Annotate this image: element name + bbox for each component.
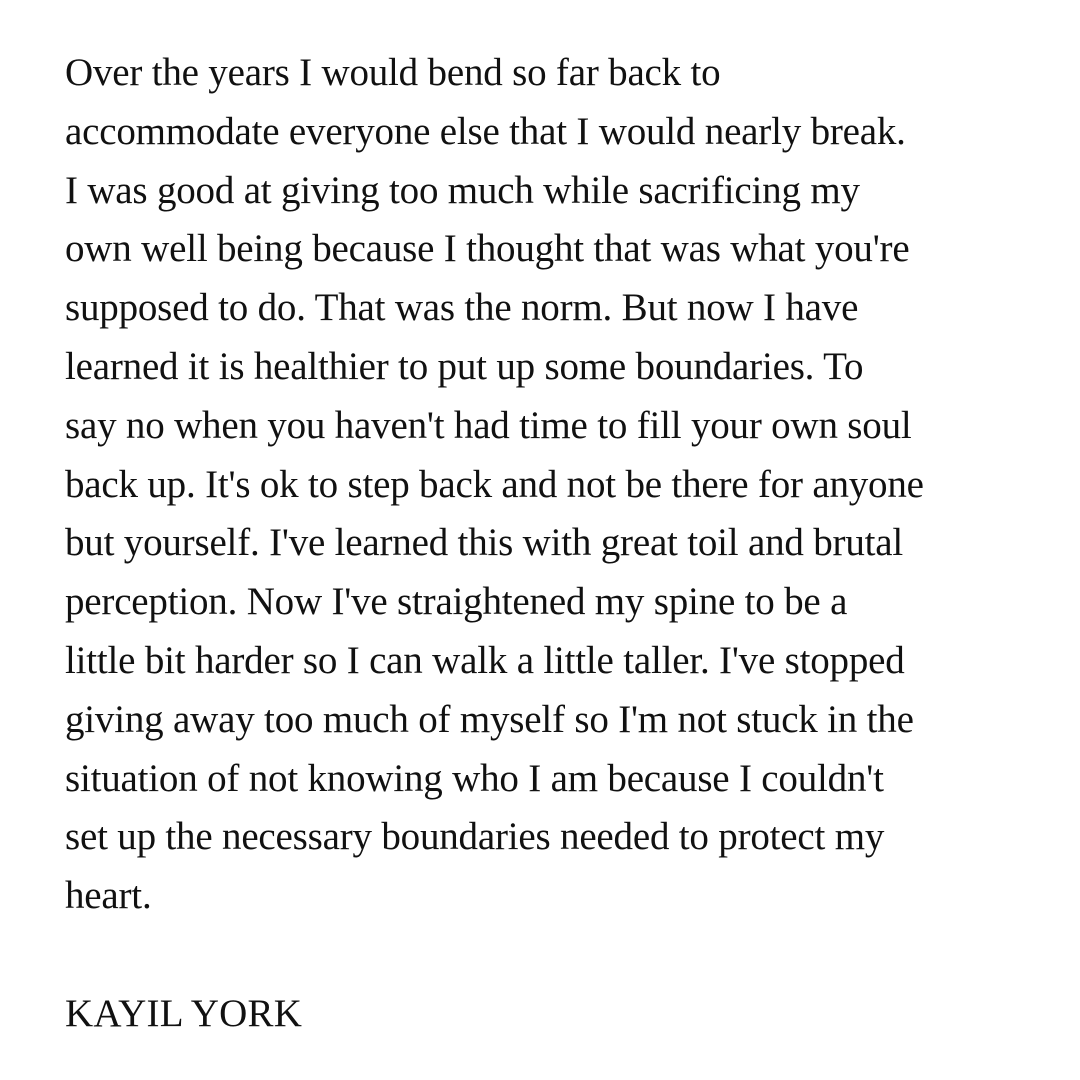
poem-text bbox=[65, 44, 1065, 926]
poem-line: I was good at giving too much while sacrificing my bbox=[65, 168, 860, 212]
author-signature: KAYIL YORK bbox=[65, 992, 303, 1035]
poem-line: supposed to do. That was the norm. But now I have bbox=[65, 286, 859, 330]
poem-line: learned it is healthier to put up some boundaries. To bbox=[65, 344, 864, 388]
poem-line: own well being because I thought that was what you're bbox=[65, 227, 910, 271]
poem-line: situation of not knowing who I am because I couldn't bbox=[65, 756, 884, 800]
poem-line: say no when you haven't had time to fill your own soul bbox=[65, 403, 912, 447]
poem-line: giving away too much of myself so I'm not stuck in the bbox=[65, 697, 914, 741]
poem-line: but yourself. I've learned this with great toil and brutal bbox=[65, 521, 904, 565]
poem-line: back up. It's ok to step back and not be there for anyone bbox=[65, 462, 924, 506]
poem-line: set up the necessary boundaries needed to protect my bbox=[65, 815, 885, 859]
poem-line: little bit harder so I can walk a little taller. I've stopped bbox=[65, 638, 905, 682]
poem-line: Over the years I would bend so far back to bbox=[65, 51, 721, 94]
poem-line: accommodate everyone else that I would nearly break. bbox=[65, 109, 906, 153]
poem-line: heart. bbox=[65, 874, 152, 918]
poem-line: perception. Now I've straightened my spine to be a bbox=[65, 580, 848, 624]
